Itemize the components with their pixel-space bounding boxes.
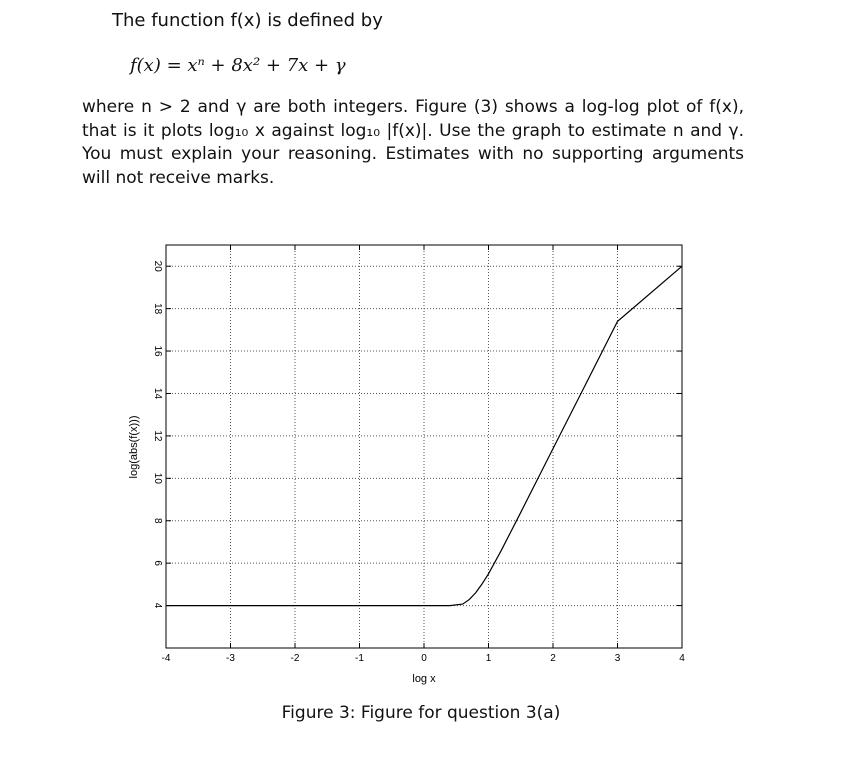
x-tick-label: 0	[421, 653, 427, 664]
y-tick-label: 16	[152, 345, 163, 357]
question-intro: The function f(x) is defined by	[112, 10, 383, 31]
y-tick-label: 12	[152, 430, 163, 442]
x-tick-label: -3	[226, 653, 235, 664]
x-tick-label: 1	[485, 653, 492, 664]
question-paragraph: where n > 2 and γ are both integers. Figure (3) shows a log-log plot of f(x), that is it plots log₁₀ x against log₁₀ |f(x)|. Use the graph to estimate n and γ. You must explain your reasoning. Estimates with no supporting arguments will not receive marks.	[82, 97, 744, 188]
x-tick-label: -2	[290, 653, 300, 664]
y-tick-label: 6	[152, 560, 163, 566]
figure-caption	[0, 703, 852, 723]
x-axis-label: log x	[412, 673, 436, 685]
y-tick-label: 18	[152, 303, 163, 315]
x-tick-label: -1	[355, 653, 364, 664]
y-tick-label: 14	[152, 387, 163, 400]
y-tick-label: 4	[152, 602, 163, 609]
y-tick-label: 8	[152, 517, 163, 524]
x-tick-label: -4	[161, 653, 171, 664]
y-tick-label: 20	[152, 260, 163, 272]
x-tick-label: 3	[614, 653, 621, 664]
function-formula: f(x) = xⁿ + 8x² + 7x + γ	[130, 55, 346, 76]
x-tick-label: 2	[550, 653, 556, 664]
x-tick-label: 4	[679, 653, 685, 664]
y-tick-label: 10	[152, 472, 163, 484]
figure-caption-text: Figure 3: Figure for question 3(a)	[281, 703, 561, 723]
y-axis-label: log(abs(f(x)))	[128, 415, 140, 479]
